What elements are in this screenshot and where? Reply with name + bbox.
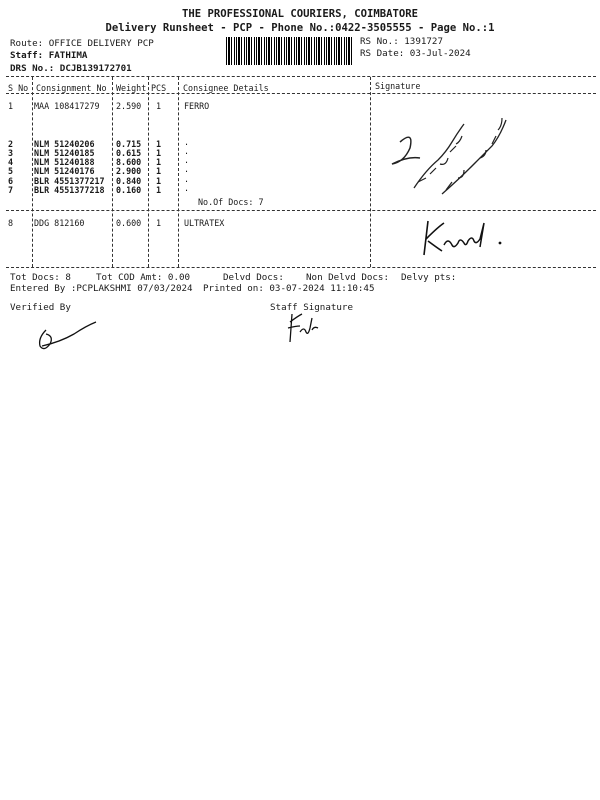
printed-on: Printed on: 03-07-2024 11:10:45 xyxy=(203,283,375,294)
table-bottom-rule xyxy=(6,267,596,268)
row-details: . xyxy=(184,137,190,147)
col-header-consignment: Consignment No xyxy=(36,83,107,93)
row-weight: 0.160 xyxy=(116,185,142,195)
col-header-signature: Signature xyxy=(375,81,421,91)
row-details: . xyxy=(184,155,190,165)
total-docs: Tot Docs: 8 xyxy=(10,272,71,283)
rs-date: RS Date: 03-Jul-2024 xyxy=(360,48,471,59)
row-sno: 2 xyxy=(8,139,14,149)
no-of-docs: No.Of Docs: 7 xyxy=(198,197,264,207)
row-consignment: BLR 4551377217 xyxy=(34,176,105,186)
row-weight: 0.600 xyxy=(116,218,142,228)
row-weight: 8.600 xyxy=(116,157,142,167)
staff-signature-label: Staff Signature xyxy=(270,302,353,313)
col-divider xyxy=(148,77,149,267)
row-details: . xyxy=(184,164,190,174)
row-sno: 4 xyxy=(8,157,14,167)
row-details: . xyxy=(184,183,190,193)
row-pcs: 1 xyxy=(156,185,162,195)
row-pcs: 1 xyxy=(156,166,162,176)
row-pcs: 1 xyxy=(156,148,162,158)
total-cod-amount: Tot COD Amt: 0.00 xyxy=(96,272,191,283)
non-delivered-docs: Non Delvd Docs: xyxy=(306,272,389,283)
rs-number: RS No.: 1391727 xyxy=(360,36,443,47)
row-weight: 2.590 xyxy=(116,101,142,111)
header-bottom-rule xyxy=(6,93,596,94)
row-consignment: NLM 51240206 xyxy=(34,139,95,149)
entered-by: Entered By :PCPLAKSHMI 07/03/2024 xyxy=(10,283,193,294)
col-header-pcs: PCS xyxy=(151,83,167,93)
row-details: . xyxy=(184,146,190,156)
row-weight: 0.715 xyxy=(116,139,142,149)
col-divider xyxy=(370,77,371,267)
row-consignment: NLM 51240176 xyxy=(34,166,95,176)
row-weight: 0.615 xyxy=(116,148,142,158)
row-pcs: 1 xyxy=(156,176,162,186)
delivery-points: Delvy pts: xyxy=(401,272,457,283)
row-details: . xyxy=(184,174,190,184)
row-consignment: NLM 51240188 xyxy=(34,157,95,167)
row-sno: 7 xyxy=(8,185,14,195)
row-details: FERRO xyxy=(184,101,210,111)
row-pcs: 1 xyxy=(156,139,162,149)
col-divider xyxy=(32,77,33,267)
row-consignment: MAA 108417279 xyxy=(34,101,100,111)
row-pcs: 1 xyxy=(156,101,162,111)
col-header-sno: S No xyxy=(8,83,29,93)
row-sno: 6 xyxy=(8,176,14,186)
col-header-consignee: Consignee Details xyxy=(183,83,269,93)
row-separator xyxy=(6,210,596,211)
col-divider xyxy=(178,77,179,267)
row-consignment: NLM 51240185 xyxy=(34,148,95,158)
row-weight: 0.840 xyxy=(116,176,142,186)
handwritten-signature-group xyxy=(380,100,530,210)
route-label: Route: OFFICE DELIVERY PCP xyxy=(10,38,154,49)
col-header-weight: Weight xyxy=(116,83,147,93)
runsheet-subtitle: Delivery Runsheet - PCP - Phone No.:0422-3505555 - Page No.:1 xyxy=(105,22,495,34)
row-sno: 8 xyxy=(8,218,14,228)
handwritten-signature-kamal xyxy=(418,215,508,260)
row-weight: 2.900 xyxy=(116,166,142,176)
col-divider xyxy=(112,77,113,267)
row-consignment: BLR 4551377218 xyxy=(34,185,105,195)
drs-number: DRS No.: DCJB139172701 xyxy=(10,63,132,74)
row-sno: 5 xyxy=(8,166,14,176)
row-pcs: 1 xyxy=(156,157,162,167)
delivered-docs: Delvd Docs: xyxy=(223,272,284,283)
company-title: THE PROFESSIONAL COURIERS, COIMBATORE xyxy=(182,8,418,20)
staff-label: Staff: FATHIMA xyxy=(10,50,88,61)
staff-signature xyxy=(284,308,324,348)
verifier-signature xyxy=(30,318,105,358)
barcode xyxy=(226,37,353,65)
row-sno: 1 xyxy=(8,101,14,111)
verified-by-label: Verified By xyxy=(10,302,71,313)
table-top-rule xyxy=(6,76,596,77)
row-pcs: 1 xyxy=(156,218,162,228)
row-sno: 3 xyxy=(8,148,14,158)
row-consignment: DDG 812160 xyxy=(34,218,85,228)
row-details: ULTRATEX xyxy=(184,218,225,228)
